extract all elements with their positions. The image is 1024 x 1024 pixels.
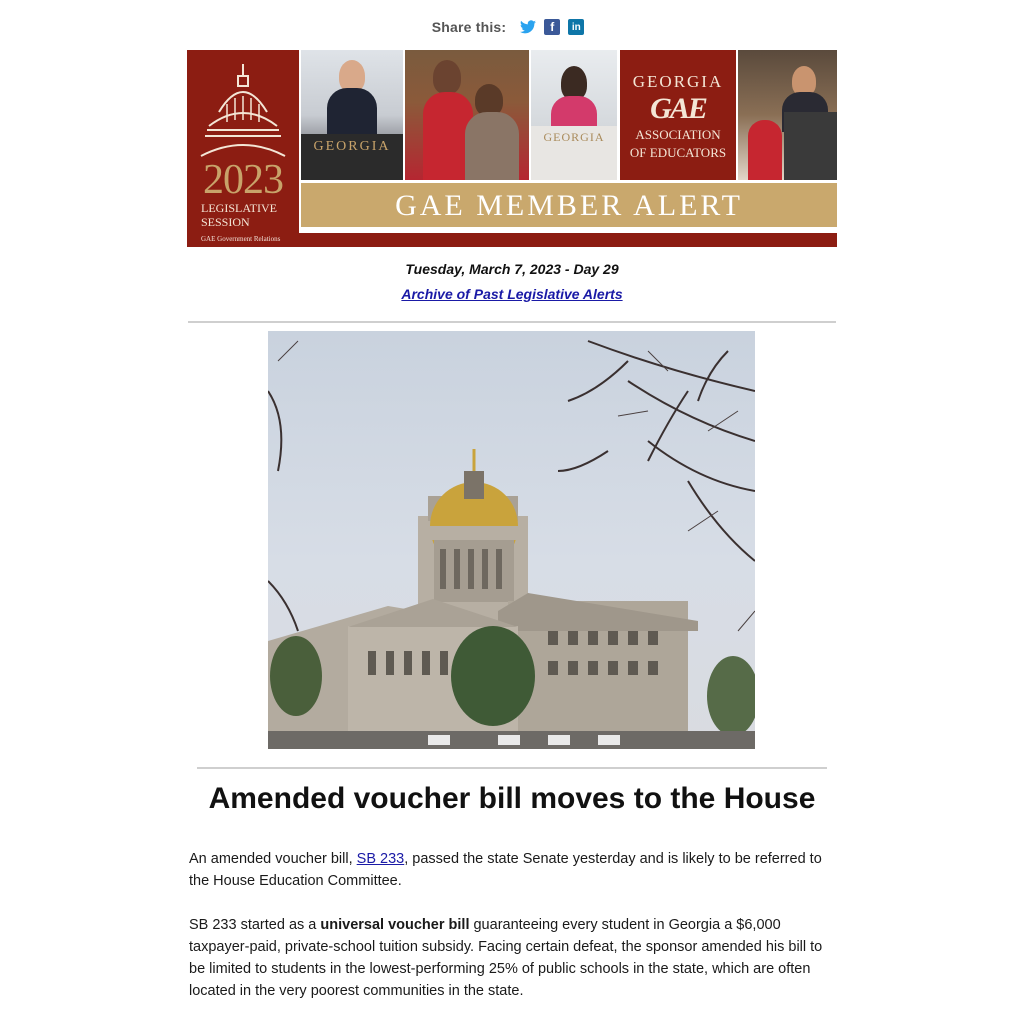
divider — [188, 321, 836, 323]
divider-2 — [197, 767, 827, 769]
alert-title: GAE MEMBER ALERT — [395, 189, 743, 222]
capitol-dome-icon — [197, 60, 289, 158]
members-photo — [405, 50, 529, 180]
member-alert-banner — [187, 50, 837, 247]
facebook-icon[interactable]: f — [544, 19, 560, 35]
alert-title-bar — [301, 183, 837, 227]
speaker-photo-2 — [738, 50, 837, 180]
linkedin-icon[interactable]: in — [568, 19, 584, 35]
session-label: LEGISLATIVE SESSION — [201, 201, 277, 229]
speaker-photo — [301, 50, 403, 180]
share-label: Share this: — [431, 19, 507, 35]
article-headline: Amended voucher bill moves to the House — [208, 782, 816, 815]
podium-sign: GEORGIA — [301, 134, 403, 180]
sb233-link[interactable]: SB 233 — [356, 851, 405, 867]
legislative-session-logo — [187, 50, 299, 233]
session-year: 2023 — [203, 157, 283, 203]
dateline: Tuesday, March 7, 2023 - Day 29 — [405, 261, 619, 277]
banner-footer: GAE Government Relations — [187, 233, 837, 247]
speaker-podium-photo — [531, 50, 617, 180]
article-paragraph-2: SB 233 started as a universal voucher bill guaranteeing every student in Georgia a $6,000 taxpayer-paid, private-school tuition subsidy. Facing certain defeat, the sponsor amended his bill to be limited to students in the lowest-performing 25% of public schools in the state, which are often located in the very poorest communities in the state. — [189, 917, 823, 999]
archive-link[interactable]: Archive of Past Legislative Alerts — [401, 286, 623, 302]
podium-sign-2: GEORGIA — [531, 126, 617, 180]
article-paragraph-1: An amended voucher bill, SB 233, passed the state Senate yesterday and is likely to be referred to the House Education Committee. — [189, 851, 822, 889]
archive-link-row — [0, 286, 1024, 302]
gae-logo: GEORGIA GAE ASSOCIATION OF EDUCATORS — [620, 50, 736, 180]
georgia-capitol-photo — [268, 331, 755, 749]
twitter-icon[interactable] — [520, 19, 536, 35]
share-bar — [0, 19, 1024, 37]
